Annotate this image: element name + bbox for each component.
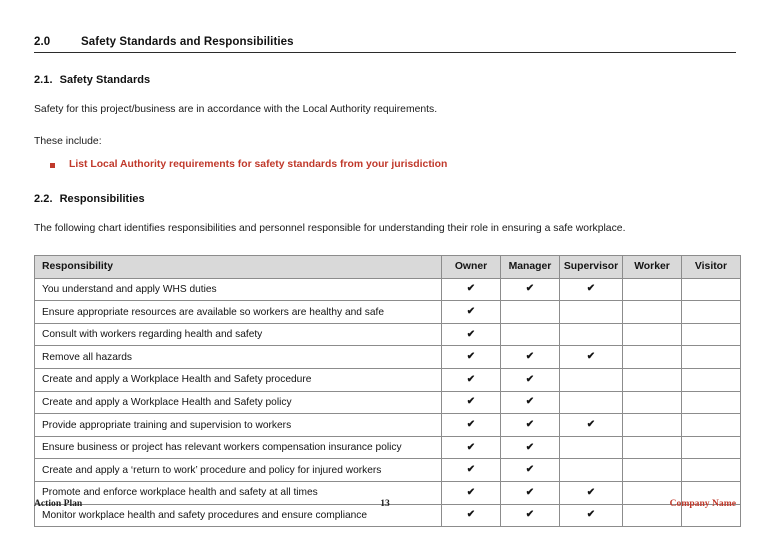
responsibility-cell: Create and apply a Workplace Health and Safety procedure (35, 369, 442, 392)
checkmark-cell: ✔ (501, 391, 560, 414)
checkmark-cell (623, 301, 682, 324)
checkmark-cell: ✔ (501, 278, 560, 301)
table-row (35, 391, 741, 414)
checkmark-cell (560, 323, 623, 346)
table-row (35, 369, 741, 392)
checkmark-cell (623, 346, 682, 369)
checkmark-cell: ✔ (442, 278, 501, 301)
heading-text: Safety Standards and Responsibilities (81, 36, 294, 48)
responsibility-cell: Remove all hazards (35, 346, 442, 369)
checkmark-cell: ✔ (442, 391, 501, 414)
table-row (35, 436, 741, 459)
section-title-2-1: Safety Standards (59, 74, 151, 86)
checkmark-cell: ✔ (501, 436, 560, 459)
checkmark-cell (501, 323, 560, 346)
checkmark-cell: ✔ (501, 369, 560, 392)
page-footer (34, 498, 736, 509)
table-row (35, 459, 741, 482)
checkmark-cell (623, 323, 682, 346)
responsibility-cell: Monitor workplace health and safety procedures and ensure compliance (35, 504, 442, 527)
checkmark-cell (682, 278, 741, 301)
responsibility-cell: You understand and apply WHS duties (35, 278, 442, 301)
section-number-2-2: 2.2. (34, 192, 53, 205)
checkmark-cell (560, 436, 623, 459)
table-row (35, 278, 741, 301)
checkmark-cell: ✔ (501, 482, 560, 505)
responsibility-cell: Create and apply a Workplace Health and Safety policy (35, 391, 442, 414)
checkmark-cell: ✔ (442, 346, 501, 369)
checkmark-cell: ✔ (501, 504, 560, 527)
checkmark-cell: ✔ (442, 301, 501, 324)
footer-page-number: 13 (380, 498, 390, 509)
table-row (35, 346, 741, 369)
square-bullet-icon (50, 163, 55, 168)
column-header-visitor: Visitor (682, 255, 741, 278)
footer-left-text: Action Plan (34, 498, 83, 509)
checkmark-cell: ✔ (442, 414, 501, 437)
checkmark-cell (682, 414, 741, 437)
list-item (34, 158, 736, 172)
heading-number: 2.0 (34, 36, 51, 48)
table-body (35, 278, 741, 527)
table-row (35, 323, 741, 346)
responsibilities-table (34, 255, 741, 528)
these-include-label: These include: (34, 136, 102, 148)
checkmark-cell: ✔ (560, 482, 623, 505)
table-row (35, 301, 741, 324)
checkmark-cell (682, 323, 741, 346)
checkmark-cell (560, 459, 623, 482)
bullet-text: List Local Authority requirements for safety standards from your jurisdiction (69, 159, 448, 171)
checkmark-cell: ✔ (501, 459, 560, 482)
column-header-supervisor: Supervisor (560, 255, 623, 278)
checkmark-cell: ✔ (442, 482, 501, 505)
checkmark-cell (560, 391, 623, 414)
checkmark-cell (682, 459, 741, 482)
section-heading-responsibilities (34, 193, 736, 205)
safety-standards-paragraph: Safety for this project/business are in accordance with the Local Authority requirements. (34, 104, 438, 115)
checkmark-cell (623, 436, 682, 459)
checkmark-cell (682, 391, 741, 414)
checkmark-cell: ✔ (560, 504, 623, 527)
section-heading-safety-standards (34, 74, 736, 86)
responsibility-cell: Provide appropriate training and supervision to workers (35, 414, 442, 437)
page-title (34, 36, 736, 53)
column-header-responsibility: Responsibility (35, 255, 442, 278)
checkmark-cell: ✔ (442, 436, 501, 459)
checkmark-cell (623, 278, 682, 301)
checkmark-cell: ✔ (501, 346, 560, 369)
table-header-row (35, 255, 741, 278)
column-header-owner: Owner (442, 255, 501, 278)
section-title-2-2: Responsibilities (59, 192, 145, 205)
checkmark-cell: ✔ (501, 414, 560, 437)
responsibilities-paragraph: The following chart identifies responsibilities and personnel responsible for understanding their role in ensuring a safe workplace. (34, 222, 626, 234)
checkmark-cell (682, 346, 741, 369)
column-header-worker: Worker (623, 255, 682, 278)
checkmark-cell (682, 369, 741, 392)
checkmark-cell (560, 369, 623, 392)
checkmark-cell (623, 459, 682, 482)
checkmark-cell (682, 301, 741, 324)
footer-company-name: Company Name (669, 498, 736, 509)
checkmark-cell (501, 301, 560, 324)
checkmark-cell: ✔ (442, 504, 501, 527)
responsibility-cell: Ensure appropriate resources are available so workers are healthy and safe (35, 301, 442, 324)
checkmark-cell: ✔ (442, 459, 501, 482)
responsibility-cell: Promote and enforce workplace health and safety at all times (35, 482, 442, 505)
checkmark-cell: ✔ (560, 414, 623, 437)
checkmark-cell (623, 414, 682, 437)
table-row (35, 414, 741, 437)
section-number-2-1: 2.1. (34, 74, 53, 86)
checkmark-cell: ✔ (560, 346, 623, 369)
responsibility-cell: Create and apply a ‘return to work’ procedure and policy for injured workers (35, 459, 442, 482)
table-header (35, 255, 741, 278)
responsibility-cell: Consult with workers regarding health and safety (35, 323, 442, 346)
column-header-manager: Manager (501, 255, 560, 278)
checkmark-cell (623, 369, 682, 392)
checkmark-cell (682, 436, 741, 459)
document-content (34, 36, 736, 527)
checkmark-cell: ✔ (442, 323, 501, 346)
checkmark-cell: ✔ (560, 278, 623, 301)
checkmark-cell (623, 391, 682, 414)
checkmark-cell: ✔ (442, 369, 501, 392)
checkmark-cell (560, 301, 623, 324)
responsibility-cell: Ensure business or project has relevant workers compensation insurance policy (35, 436, 442, 459)
responsibilities-table-wrapper (34, 255, 736, 528)
